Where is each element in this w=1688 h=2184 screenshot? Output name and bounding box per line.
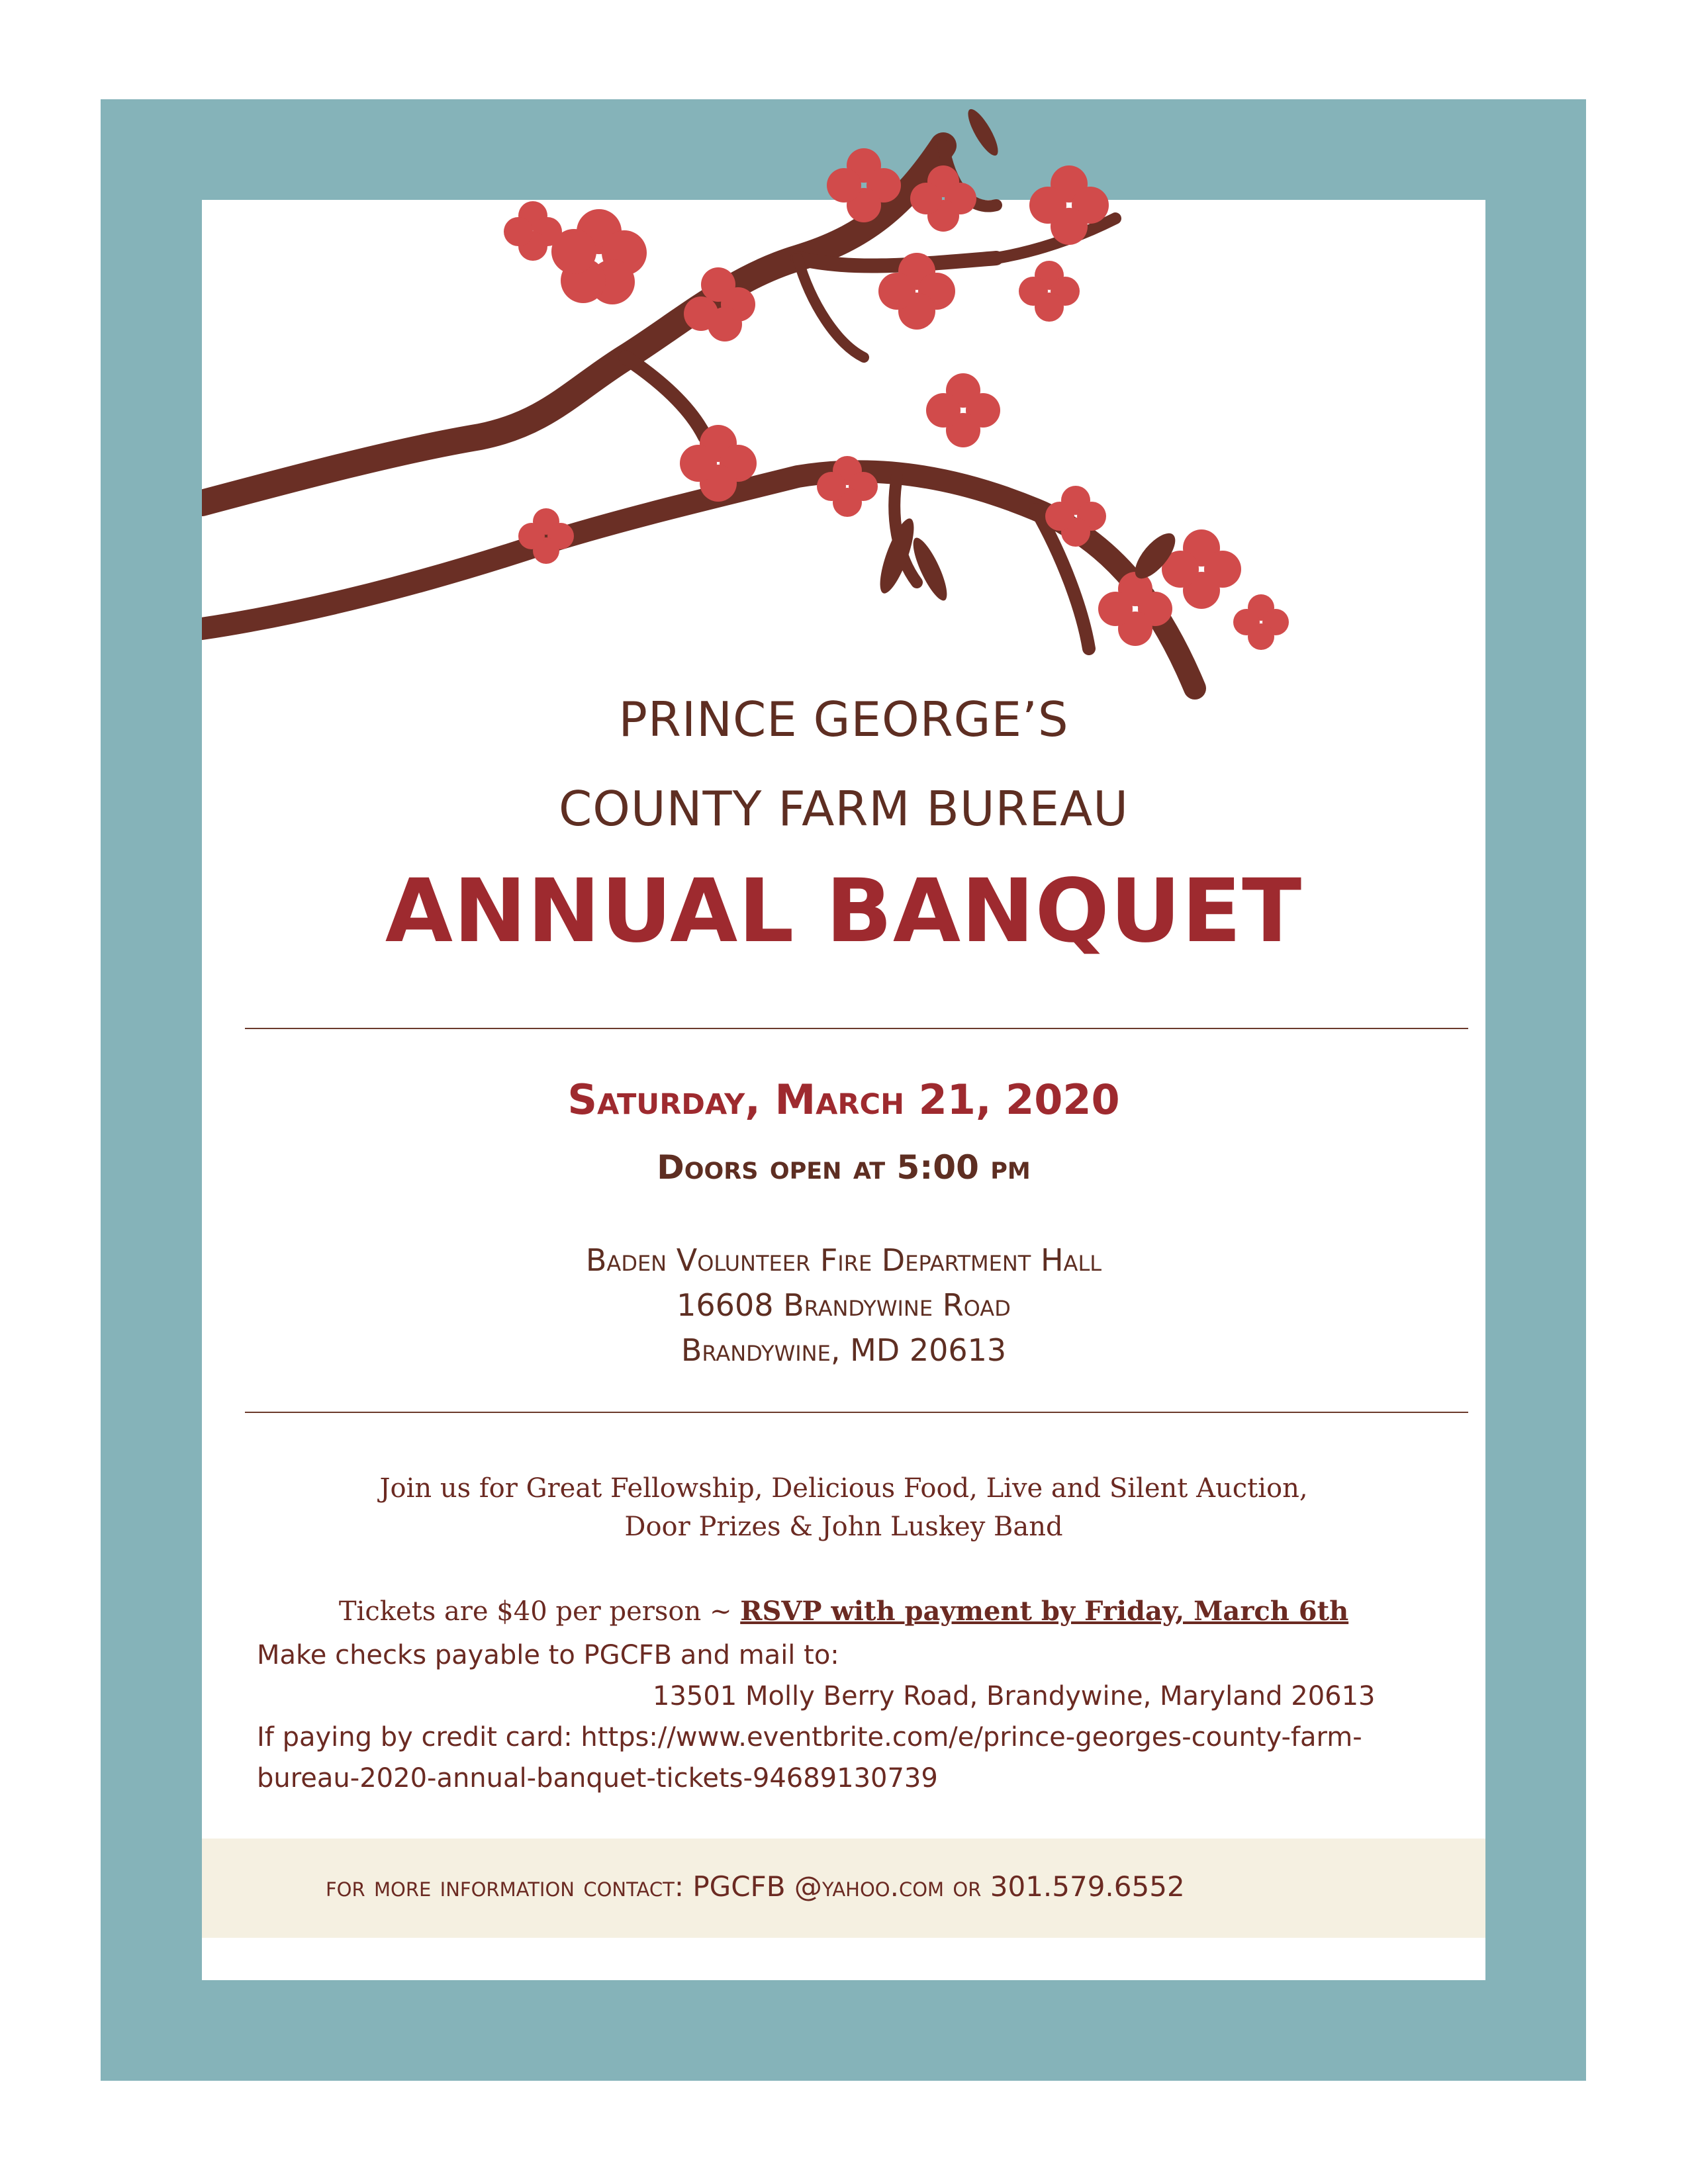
- blossom-branch-illustration: [202, 106, 1327, 735]
- highlights-line2: Door Prizes & John Luskey Band: [624, 1512, 1063, 1542]
- org-name-line2: COUNTY FARM BUREAU: [558, 781, 1129, 837]
- credit-card-line1: If paying by credit card: https://www.eventbrite.com/e/prince-georges-county-farm-: [257, 1722, 1362, 1752]
- mailing-address: 13501 Molly Berry Road, Brandywine, Maryland 20613: [653, 1681, 1376, 1711]
- event-highlights: [202, 1469, 1485, 1546]
- event-title: ANNUAL BANQUET: [385, 860, 1303, 962]
- event-date: Saturday, March 21, 2020: [567, 1075, 1120, 1124]
- venue-name: Baden Volunteer Fire Department Hall: [585, 1242, 1102, 1278]
- doors-open-time: Doors open at 5:00 pm: [657, 1148, 1031, 1187]
- ticket-price: Tickets are $40 per person ~: [338, 1596, 741, 1627]
- venue-address: [202, 1238, 1485, 1373]
- highlights-line1: Join us for Great Fellowship, Delicious Food, Live and Silent Auction,: [379, 1473, 1308, 1504]
- venue-street: 16608 Brandywine Road: [677, 1287, 1011, 1323]
- org-name-line1: PRINCE GEORGE’S: [618, 692, 1069, 747]
- credit-card-line2: bureau-2020-annual-banquet-tickets-94689130739: [257, 1763, 938, 1794]
- divider-bottom: [245, 1412, 1468, 1413]
- contact-info: for more information contact: PGCFB @yahoo.com or 301.579.6552: [326, 1870, 1185, 1903]
- checks-instruction: Make checks payable to PGCFB and mail to:: [257, 1640, 839, 1670]
- venue-city: Brandywine, MD 20613: [680, 1332, 1007, 1368]
- divider-top: [245, 1028, 1468, 1029]
- rsvp-deadline: RSVP with payment by Friday, March 6th: [740, 1596, 1349, 1627]
- ticket-info: [202, 1592, 1485, 1631]
